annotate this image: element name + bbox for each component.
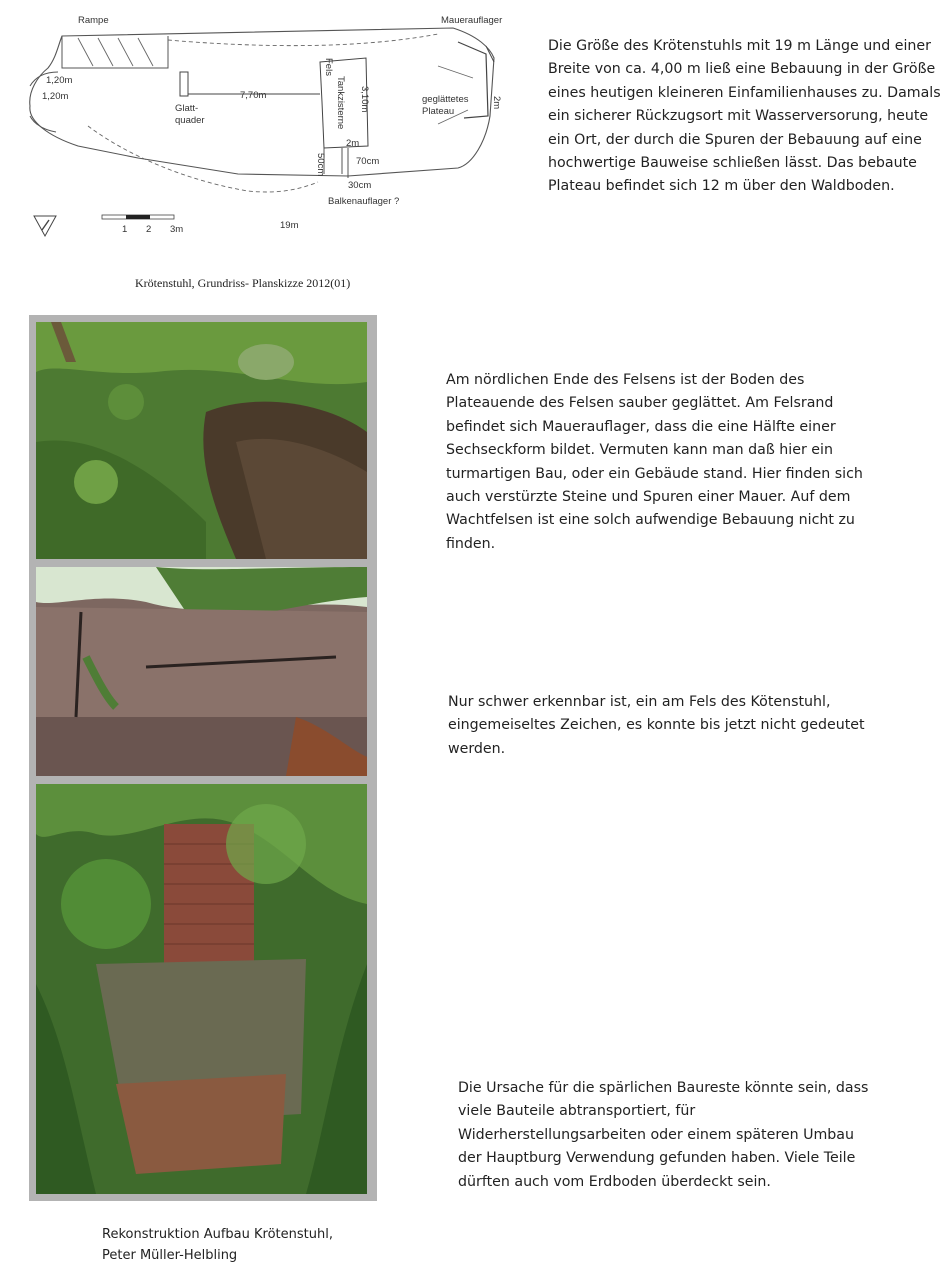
label-dim-left-top: 1,20m [46,75,73,86]
label-tankzisterne: Tankzisterne [335,76,346,130]
reconstruction-caption-line2: Peter Müller-Helbling [102,1248,238,1263]
photo-plateau-ground [36,322,367,559]
plan-caption: Krötenstuhl, Grundriss- Planskizze 2012(01) [135,276,351,290]
label-glatt: Glatt- [175,103,199,114]
paragraph-sparse-remains: Die Ursache für die spärlichen Baureste könnte sein, dass viele Bauteile abtransportiert, für Widerherstellungsarbeiten oder einem späteren Umbau der Hauptburg Verwendung gefunden haben. Viele Teile dürften auch vom Erdboden überdeckt sein. [458,1080,869,1190]
floor-plan-drawing [18,6,510,246]
paragraph-carved-sign: Nur schwer erkennbar ist, ein am Fels des Kötenstuhl, eingemeiseltes Zeichen, es konnte bis jetzt nicht gedeutet werden. [448,694,865,757]
photo-reconstruction [36,784,367,1194]
floor-plan-sketch [18,6,510,246]
photo-rock-face-sign [36,567,367,776]
label-dim-30cm: 30cm [348,180,372,191]
label-geglaettetes: geglättetes [422,94,469,105]
label-plateau: Plateau [422,106,455,117]
label-dim-70cm: 70cm [356,156,380,167]
label-length-19m: 19m [280,220,299,231]
label-balkenauflager: Balkenauflager ? [328,196,400,207]
label-mauerauflager: Mauerauflager [441,15,503,26]
paragraph-size-description: Die Größe des Krötenstuhls mit 19 m Länge und einer Breite von ca. 4,00 m ließ eine Bebauung in der Größe eines heutigen kleineren Einfamilienhauses zu. Damals ein sicherer Rückzugsort mit Wasserversorung, heute ein Ort, der durch die Spuren der Bebauung auf eine hochwertige Bauweise schließen lässt. Das bebaute Plateau befindet sich 12 m über den Waldboden. [548,38,941,195]
label-dim-310: 3,10m [359,86,370,113]
label-dim-2m-inner: 2m [346,138,360,149]
label-scale-2: 2 [146,224,152,235]
label-scale-1: 1 [122,224,128,235]
label-scale-3: 3m [170,224,184,235]
label-quader: quader [175,115,205,126]
label-length-770: 7,70m [240,90,267,101]
label-fels: Fels [323,58,334,76]
reconstruction-caption-line1: Rekonstruktion Aufbau Krötenstuhl, [102,1227,333,1242]
label-rampe: Rampe [78,15,109,26]
label-dim-left-bottom: 1,20m [42,91,69,102]
reconstruction-caption [102,1224,402,1266]
photo-strip [29,315,377,1201]
label-dim-2m-right: 2m [491,96,502,110]
label-dim-50cm: 50cm [315,153,326,177]
paragraph-north-end: Am nördlichen Ende des Felsens ist der Boden des Plateauende des Felsen sauber geglättet. Am Felsrand befindet sich Mauerauflager, dass die eine Hälfte einer Sechseckform bildet. Vermuten kann man daß hier ein turmartigen Bau, oder ein Gebäude stand. Hier finden sich auch verstürzte Steine und Spuren einer Mauer. Auf dem Wachtfelsen ist eine solch aufwendige Bebauung nicht zu finden. [446,372,863,552]
